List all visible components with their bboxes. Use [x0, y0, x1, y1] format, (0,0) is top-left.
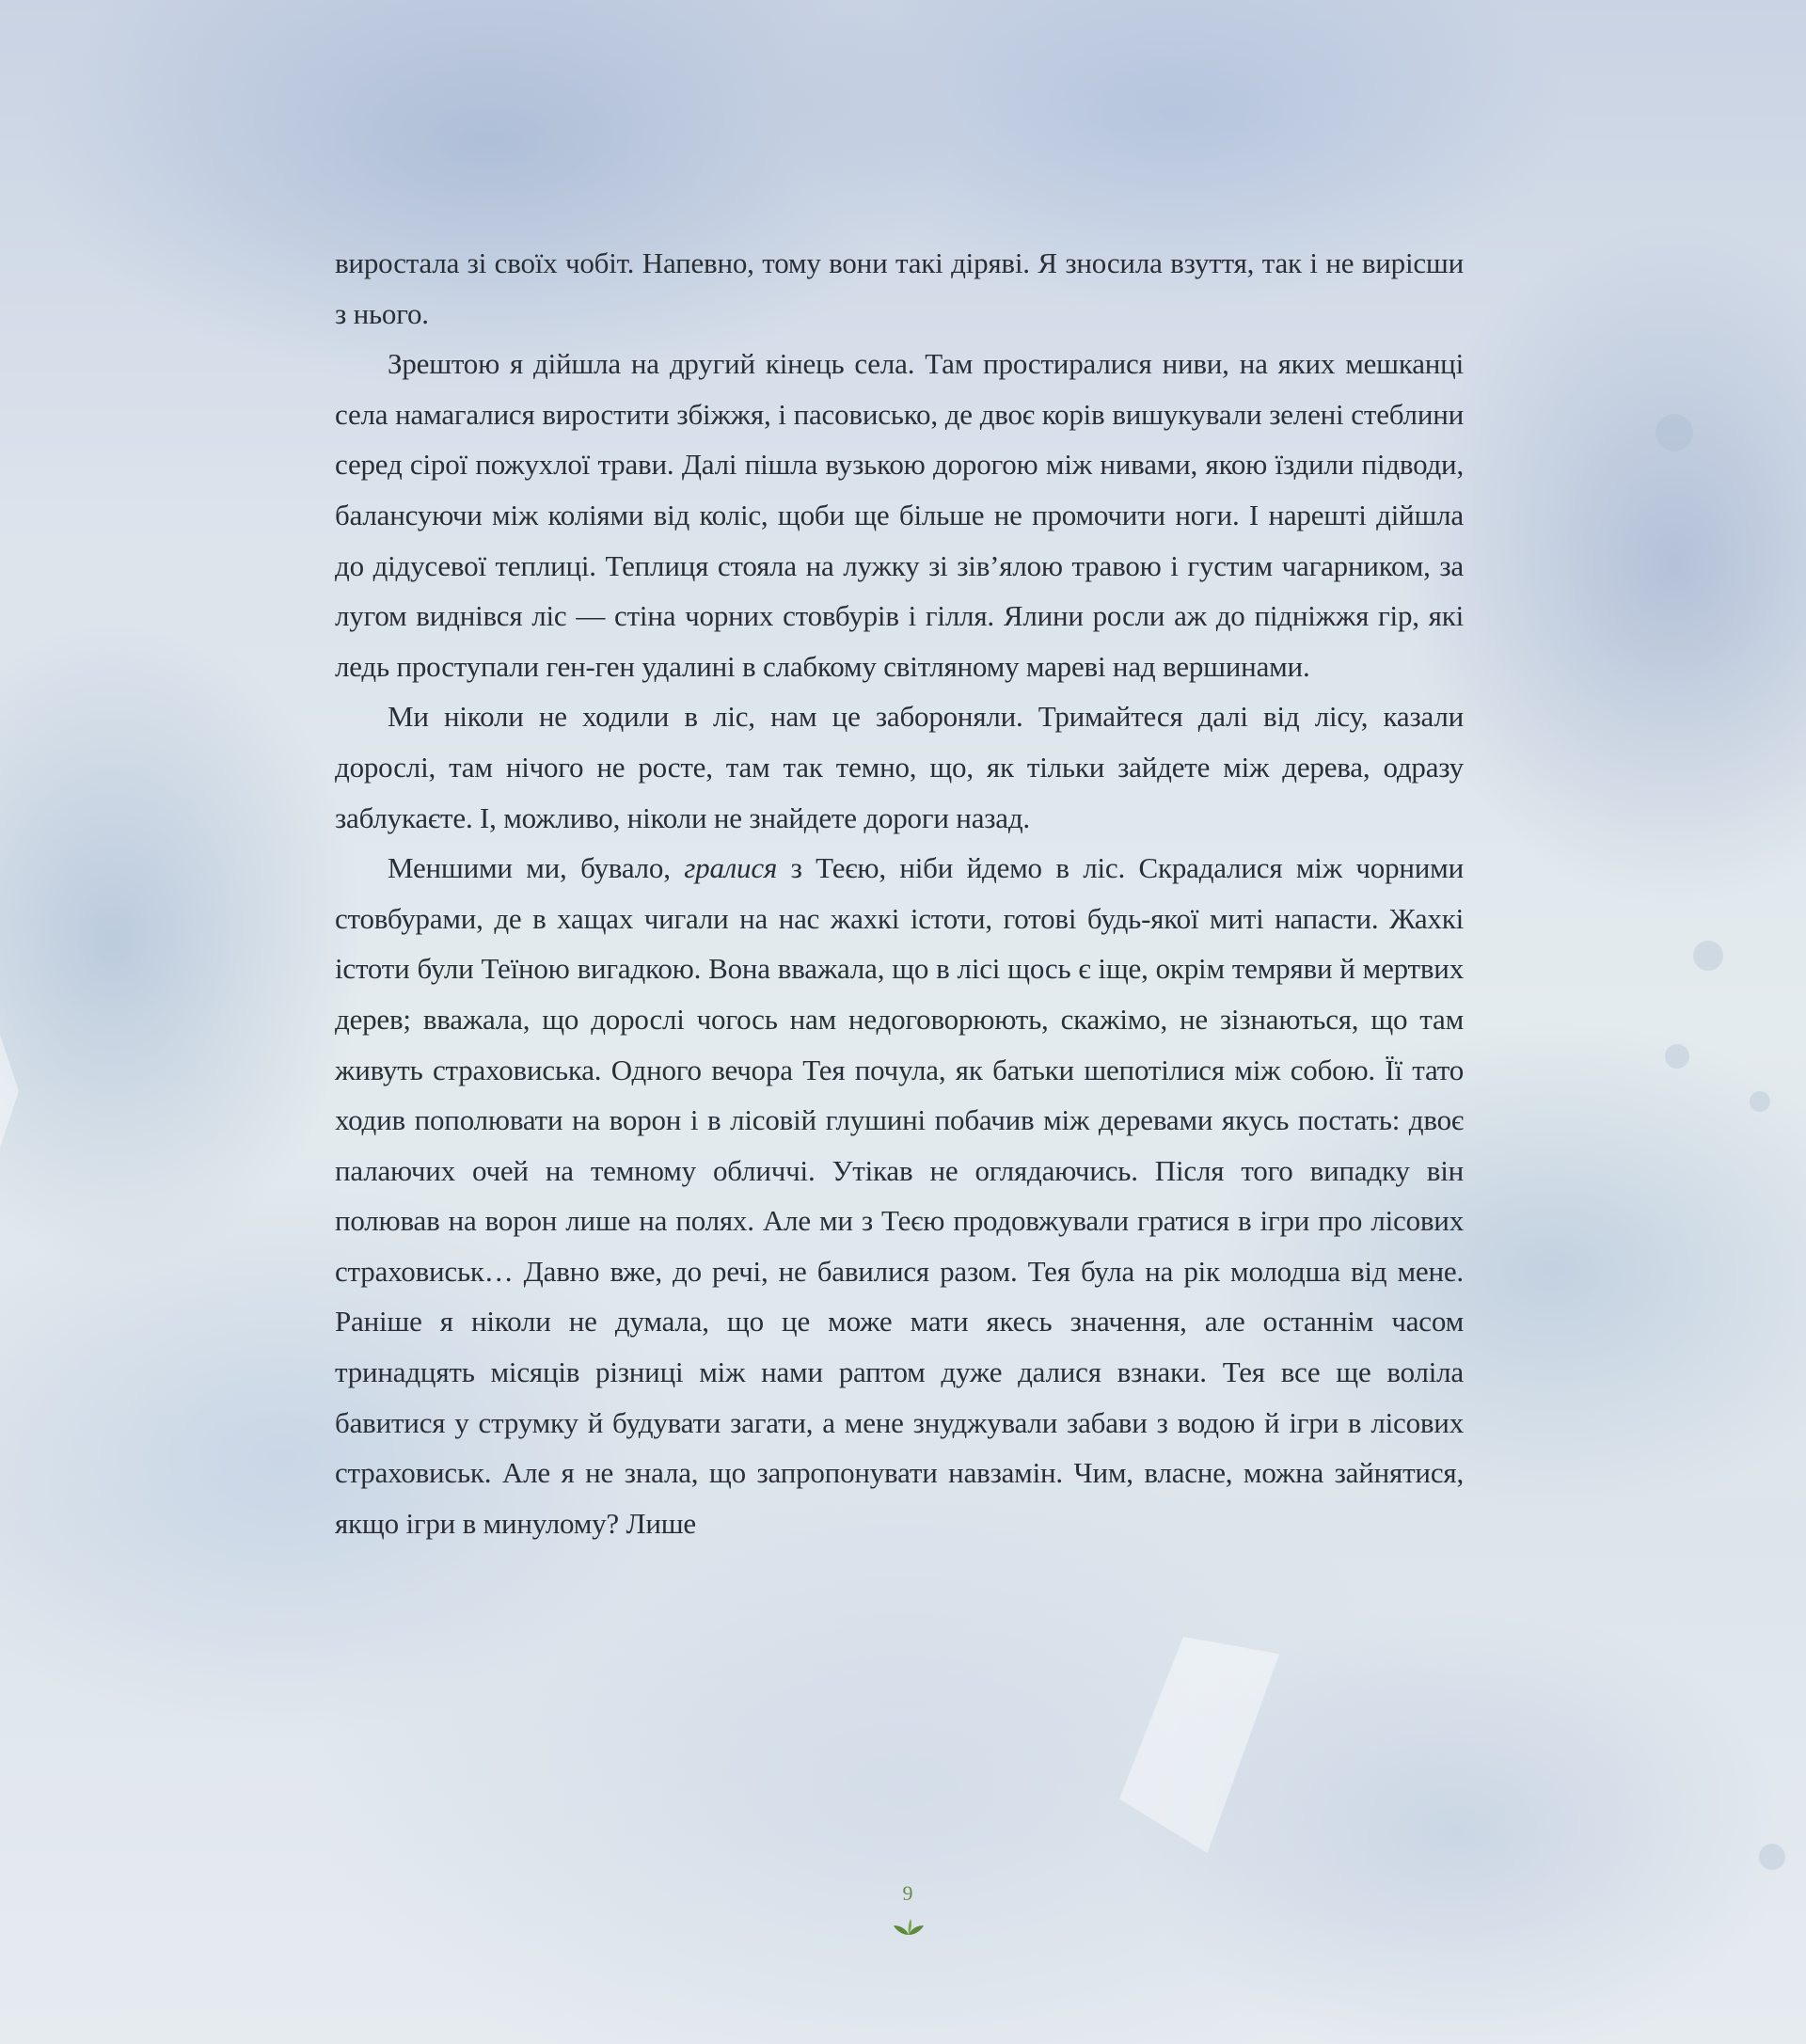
sprout-icon — [892, 1917, 926, 1936]
watercolor-blot — [1656, 414, 1693, 452]
page-number: 9 — [902, 1881, 913, 1905]
emphasized-word: гралися — [684, 851, 778, 885]
paper-shard-decoration — [0, 1035, 19, 1148]
watercolor-blot — [1693, 941, 1723, 971]
paragraph-text: Меншими ми, бувало, — [388, 851, 685, 885]
watercolor-blot — [1750, 1091, 1770, 1112]
paragraph: виростала зі своїх чобіт. Напевно, тому вони такі діряві. Я зносила взуття, так і не виріcши з нього. — [335, 246, 1464, 330]
watercolor-blot — [1759, 1844, 1785, 1870]
body-text — [335, 238, 1464, 1548]
paragraph — [335, 843, 1464, 1548]
watercolor-blot — [1665, 1044, 1689, 1069]
paragraph: Ми ніколи не ходили в ліс, нам це забороняли. Тримайтеся далі від лісу, казали дорослі, там нічого не росте, там так темно, що, як тільки зайдете між дерева, одразу заблукаєте. І, можливо, ніколи не знайдете дороги назад. — [335, 700, 1464, 834]
paragraph-text: з Теєю, ніби йдемо в ліс. Скрадалися між чорними стовбурами, де в хащах чигали на нас жахкі істоти, готові будь-якої миті напасти. Жахкі істоти були Теїною вигадкою. Вона вважала, що в лісі щось є іще, окрім темряви й мертвих дерев; вважала, що дорослі чогось нам недоговорюють, скажімо, не зізнаються, що там живуть страховиська. Одного вечора Тея почула, як батьки шепотілися між собою. Її тато ходив пополювати на ворон і в лісовій глушині побачив між деревами якусь постать: двоє палаючих очей на темному обличчі. Утікав не оглядаючись. Після того випадку він полював на ворон лише на полях. Але ми з Теєю продовжували гратися в ігри про лісових страховиськ… Давно вже, до речі, не бавилися разом. Тея була на рік молодша від мене. Раніше я ніколи не думала, що це може мати якесь значення, але останнім часом тринадцять місяців різниці між нами раптом дуже далися взнаки. Тея все ще воліла бавитися у струмку й будувати загати, а мене знуджували забави з водою й ігри в лісових страховиськ. Але я не знала, що запропонувати навзамін. Чим, власне, можна зайнятися, якщо ігри в минулому? Лише — [335, 851, 1464, 1540]
paragraph: Зрештою я дійшла на другий кінець села. Там простиралися ниви, на яких мешканці села намагалися виростити збіжжя, і пасовисько, де двоє корів вишукували зелені стеблини серед сірої пожухлої трави. Далі пішла вузькою дорогою між нивами, якою їздили підводи, балансуючи між коліями від коліс, щоби ще більше не промочити ноги. І нарешті дійшла до дідусевої теплиці. Теплиця стояла на лужку зі зів’ялою травою і густим чагарником, за лугом виднівся ліс — стіна чорних стовбурів і гілля. Ялини росли аж до підніжжя гір, які ледь проступали ген-ген удалині в слабкому світляному мареві над вершинами. — [335, 347, 1464, 683]
paper-shard-decoration — [1119, 1637, 1279, 1853]
